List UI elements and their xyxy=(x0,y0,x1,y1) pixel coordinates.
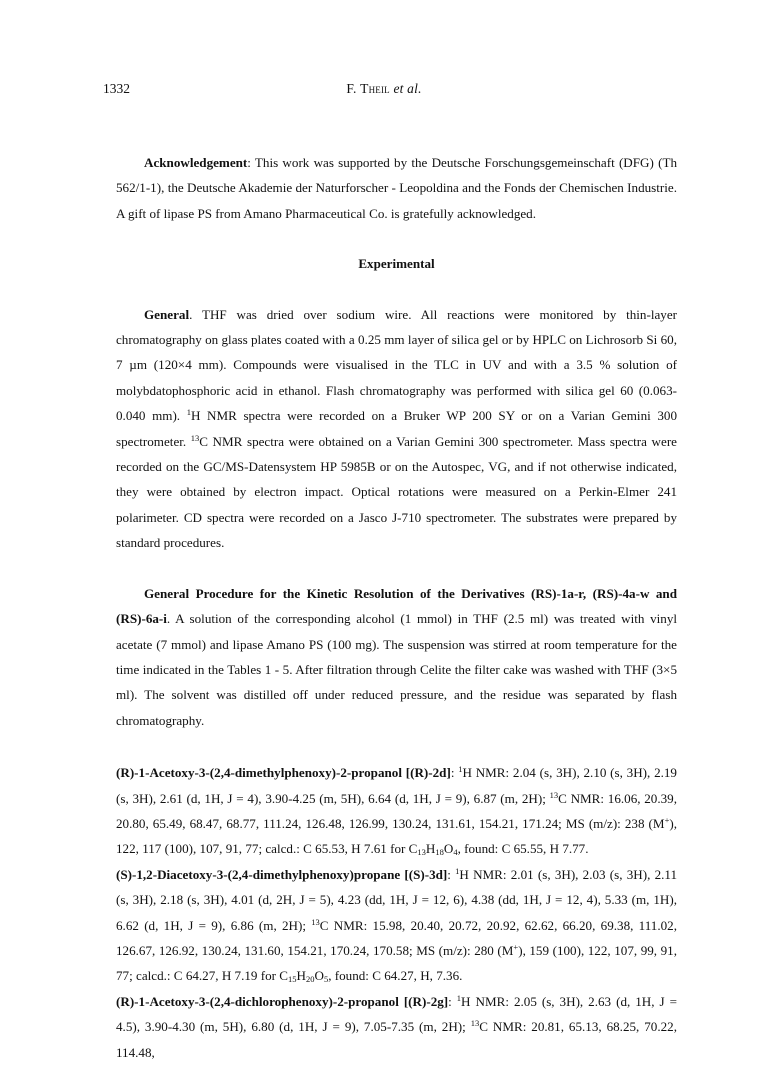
formula-element: O xyxy=(443,841,454,857)
compound-entry: (R)-1-Acetoxy-3-(2,4-dimethylphenoxy)-2-propanol [(R)-2d]: $^1$H NMR: 2.04 (s, 3H), 2.10 (s, 3H), 2.19 (s, 3H), 2.61 (d, 1H, J = 4), 3.90-4.25 (m, 5H), 6.64 (d, 1H, J = 9), 6.87 (m, 2H); $^{13}$C NMR: 16.06, 20.39, 20.80, 65.49, 68.47, 68.77, 111.24, 126.48, 126.99, 130.24, 131.61, 154.21, 171.24; MS (m/z): 238 (M+), 122, 117 (100), 107, 91, 77; calcd.: C 65.53, H 7.61 for $C_{13}H_{18}O_4$, found: C 65.55, H 7.77. xyxy=(116,764,677,858)
formula-subscript: 4 xyxy=(453,847,458,858)
c-nmr-data: C NMR: 16.06, 20.39, 20.80, 65.49, 68.47, 68.77, 111.24, 126.48, 126.99, 130.24, 131.61, 154.21, 171.24; MS (m/z): 238 (M xyxy=(116,790,677,831)
c-nmr-data: C NMR: 20.81, 65.13, 68.25, 70.22, 114.48, xyxy=(116,1019,677,1060)
acknowledgement-paragraph xyxy=(116,150,677,226)
h-nmr-superscript: 1 xyxy=(186,407,191,418)
spacer xyxy=(116,277,677,302)
running-head-author-initial: F. xyxy=(346,81,361,96)
formula-subscript: 18 xyxy=(435,847,444,858)
general-label: General xyxy=(144,306,190,322)
c-nmr-superscript: 13 xyxy=(470,1018,480,1029)
formula-element: H xyxy=(296,968,306,984)
running-head-et-al: et al. xyxy=(389,81,422,96)
acknowledgement-text: : This work was supported by the Deutsche Forschungsgemeinschaft (DFG) (Th 562/1-1), the Deutsche Akademie der Naturforscher - Leopoldina and the Fonds der Chemischen Industrie. A gift of lipase PS from Amano Pharmaceutical Co. is gratefully acknowledged. xyxy=(116,155,677,221)
h-nmr-superscript: 1 xyxy=(455,865,460,876)
ms-charge-superscript: + xyxy=(664,814,670,825)
compound-name: (R)-1-Acetoxy-3-(2,4-dimethylphenoxy)-2-propanol [(R)-2d] xyxy=(116,765,451,781)
formula-subscript: 13 xyxy=(417,847,426,858)
h-nmr-data: H NMR: 2.01 (s, 3H), 2.03 (s, 3H), 2.11 (s, 3H), 2.18 (s, 3H), 4.01 (d, 2H, J = 5), 4.23 (dd, 1H, J = 12, 6), 4.38 (dd, 1H, J = 12, 4), 5.33 (m, 1H), 6.62 (d, 1H, J = 9), 6.86 (m, 2H); xyxy=(116,866,677,933)
spacer xyxy=(116,733,677,760)
acknowledgement-label: Acknowledgement xyxy=(144,155,248,170)
general-text-3: C NMR spectra were obtained on a Varian Gemini 300 spectrometer. Mass spectra were recorded on the GC/MS-Datensystem HP 5985B or on the Autospec, VG, and if not otherwise indicated, they were obtained by electron impact. Optical rotations were measured on a Perkin-Elmer 241 polarimeter. CD spectra were recorded on a Jasco J-710 spectrometer. The substrates were prepared by standard procedures. xyxy=(116,433,677,551)
elemental-analysis-found: , found: C 64.27, H, 7.36. xyxy=(328,968,463,984)
ms-charge-superscript: + xyxy=(513,941,519,952)
experimental-heading: Experimental xyxy=(358,256,435,272)
h-nmr-data: H NMR: 2.04 (s, 3H), 2.10 (s, 3H), 2.19 (s, 3H), 2.61 (d, 1H, J = 4), 3.90-4.25 (m, 5H), 6.64 (d, 1H, J = 9), 6.87 (m, 2H); xyxy=(116,765,677,806)
formula-subscript: 5 xyxy=(323,974,329,985)
procedure-label: General Procedure for the Kinetic Resolution of the Derivatives (RS)-1a-r, (RS)-4a-w and (RS)-6a-i xyxy=(116,585,677,627)
c-nmr-superscript: 13 xyxy=(549,789,559,800)
elemental-analysis-found: , found: C 65.55, H 7.77. xyxy=(457,841,589,857)
formula-element: O xyxy=(314,968,324,984)
spacer xyxy=(116,556,677,581)
procedure-paragraph xyxy=(116,581,677,733)
running-head-author-surname: Theil xyxy=(360,81,390,96)
compound-name: (R)-1-Acetoxy-3-(2,4-dichlorophenoxy)-2-propanol [(R)-2g] xyxy=(116,993,449,1009)
c-nmr-data: C NMR: 15.98, 20.40, 20.72, 20.92, 62.62, 66.20, 69.38, 111.02, 126.67, 126.92, 130.24, 131.60, 154.21, 170.24, 170.58; MS (m/z): 280 (M xyxy=(116,917,677,958)
formula-subscript: 20 xyxy=(305,974,315,985)
ms-data: ), 159 (100), 122, 107, 99, 91, 77; calcd.: C 64.27, H 7.19 for C xyxy=(116,942,677,984)
general-text-2: H NMR spectra were recorded on a Bruker WP 200 SY or on a Varian Gemini 300 spectrometer. xyxy=(116,408,677,449)
compound-entry: (S)-1,2-Diacetoxy-3-(2,4-dimethylphenoxy)propane [(S)-3d]: $^1$H NMR: 2.01 (s, 3H), 2.03 (s, 3H), 2.11 (s, 3H), 2.18 (s, 3H), 4.01 (d, 2H, J = 5), 4.23 (dd, 1H, J = 12, 6), 4.38 (dd, 1H, J = 12, 4), 5.33 (m, 1H), 6.62 (d, 1H, J = 9), 6.86 (m, 2H); $^{13}$C NMR: 15.98, 20.40, 20.72, 20.92, 62.62, 66.20, 69.38, 111.02, 126.67, 126.92, 130.24, 131.60, 154.21, 170.24, 170.58; MS (m/z): 280 (M+), 159 (100), 122, 107, 99, 91, 77; calcd.: C 64.27, H 7.19 for $C_{15}H_{20}O_5$, found: C 64.27, H, 7.36. xyxy=(116,865,677,985)
h-nmr-superscript: 1 xyxy=(458,764,463,775)
running-head xyxy=(0,81,768,97)
ms-data: ), 122, 117 (100), 107, 91, 77; calcd.: C 65.53, H 7.61 for C xyxy=(116,815,677,857)
procedure-text: . A solution of the corresponding alcohol (1 mmol) in THF (2.5 ml) was treated with vinyl acetate (7 mmol) and lipase Amano PS (100 mg). The suspension was stirred at room temperature for the time indicated in the Tables 1 - 5. After filtration through Celite the filter cake was washed with THF (3×5 ml). The solvent was distilled off under reduced pressure, and the residue was separated by flash chromatography. xyxy=(116,611,677,728)
compound-name: (S)-1,2-Diacetoxy-3-(2,4-dimethylphenoxy)propane [(S)-3d] xyxy=(116,866,448,882)
h-nmr-superscript: 1 xyxy=(456,992,462,1003)
formula-subscript: 15 xyxy=(288,974,297,985)
page-body xyxy=(116,150,677,1065)
h-nmr-data: H NMR: 2.05 (s, 3H), 2.63 (d, 1H, J = 4.5), 3.90-4.30 (m, 5H), 6.80 (d, 1H, J = 9), 7.05-7.35 (m, 2H); xyxy=(116,993,677,1035)
formula-element: H xyxy=(425,841,436,857)
spacer xyxy=(116,226,677,251)
compound-entry: (R)-1-Acetoxy-3-(2,4-dichlorophenoxy)-2-propanol [(R)-2g]: $^1$H NMR: 2.05 (s, 3H), 2.63 (d, 1H, J = 4.5), 3.90-4.30 (m, 5H), 6.80 (d, 1H, J = 9), 7.05-7.35 (m, 2H); $^{13}$C NMR: 20.81, 65.13, 68.25, 70.22, 114.48, xyxy=(116,992,677,1060)
c-nmr-superscript: 13 xyxy=(190,432,200,443)
c-nmr-superscript: 13 xyxy=(311,916,320,927)
general-paragraph xyxy=(116,302,677,556)
page-number: 1332 xyxy=(103,81,130,96)
general-text-1: . THF was dried over sodium wire. All reactions were monitored by thin-layer chromatography on glass plates coated with a 0.25 mm layer of silica gel or by HPLC on Lichrosorb Si 60, 7 µm (120×4 mm). Compounds were visualised in the TLC in UV and with a 3.5 % solution of molybdatophosphoric acid in ethanol. Flash chromatography was performed with silica gel 60 (0.063-0.040 mm). xyxy=(116,306,677,424)
